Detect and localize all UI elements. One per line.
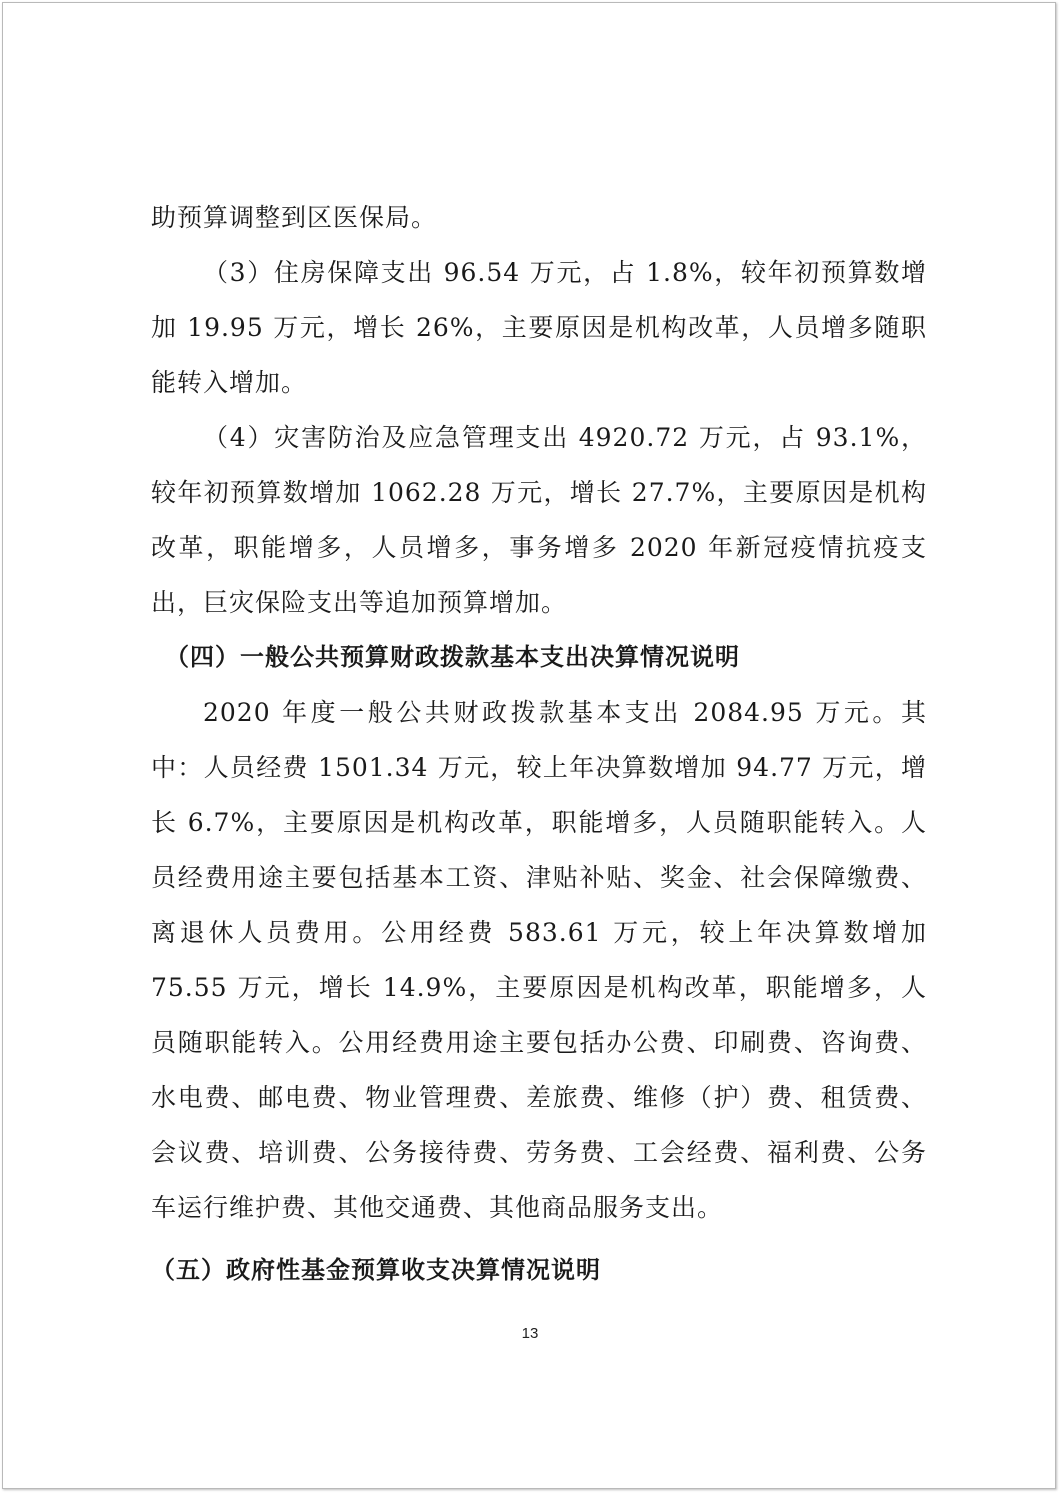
paragraph-continuation: 助预算调整到区医保局。 — [151, 203, 438, 232]
page-number: 13 — [521, 1325, 539, 1342]
paragraph-housing-expenditure: （3）住房保障支出 96.54 万元，占 1.8%，较年初预算数增加 19.95 万元，增长 26%，主要原因是机构改革，人员增多随职能转入增加。 — [151, 258, 927, 397]
page-content — [151, 190, 927, 1298]
section-heading-5: （五）政府性基金预算收支决算情况说明 — [151, 1256, 601, 1284]
paragraph-disaster-prevention-expenditure: （4）灾害防治及应急管理支出 4920.72 万元，占 93.1%，较年初预算数增加 1062.28 万元，增长 27.7%，主要原因是机构改革，职能增多，人员增多，事务增多 2020 年新冠疫情抗疫支出，巨灾保险支出等追加预算增加。 — [151, 423, 927, 617]
paragraph-basic-expenditure: 2020 年度一般公共财政拨款基本支出 2084.95 万元。其中：人员经费 1501.34 万元，较上年决算数增加 94.77 万元，增长 6.7%，主要原因是机构改革，职能增多，人员随职能转入。人员经费用途主要包括基本工资、津贴补贴、奖金、社会保障缴费、离退休人员费用。公用经费 583.61 万元，较上年决算数增加 75.55 万元，增长 14.9%，主要原因是机构改革，职能增多，人员随职能转入。公用经费用途主要包括办公费、印刷费、咨询费、水电费、邮电费、物业管理费、差旅费、维修（护）费、租赁费、会议费、培训费、公务接待费、劳务费、工会经费、福利费、公务车运行维护费、其他交通费、其他商品服务支出。 — [151, 698, 927, 1222]
section-heading-4: （四）一般公共预算财政拨款基本支出决算情况说明 — [165, 643, 740, 671]
document-page — [2, 2, 1056, 1489]
